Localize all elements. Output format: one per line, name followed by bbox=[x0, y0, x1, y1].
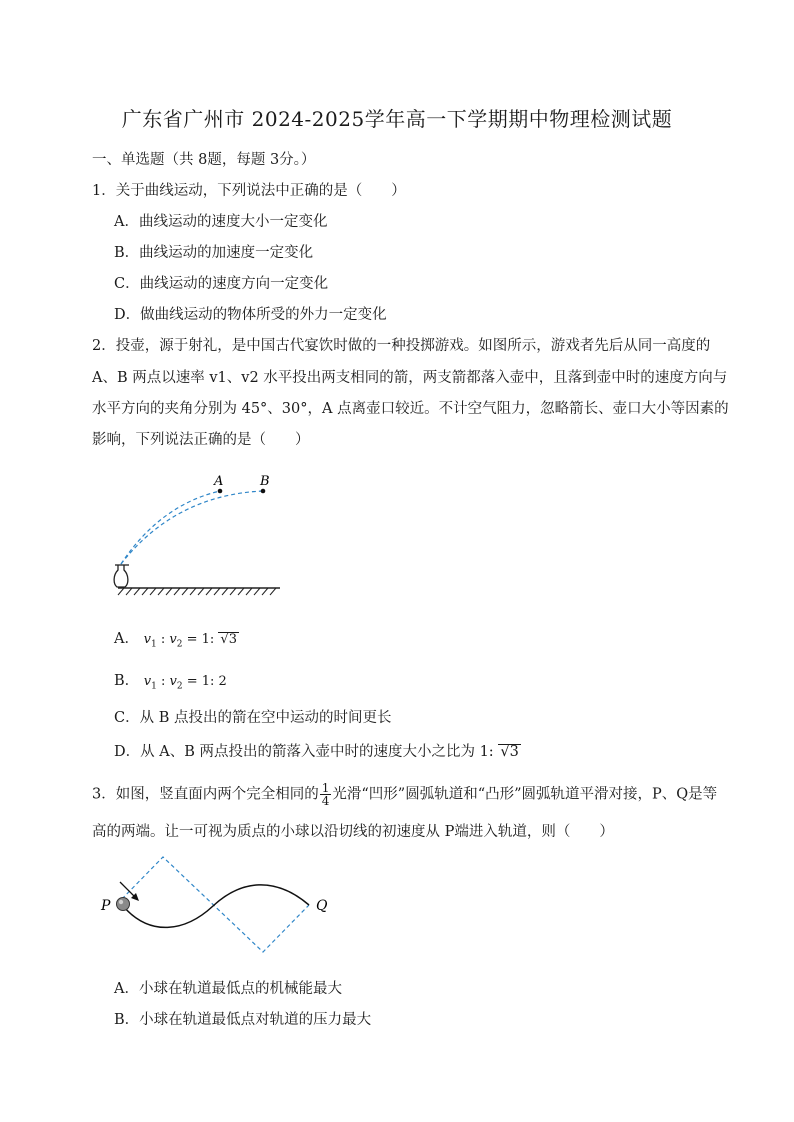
sqrt-sign: √ bbox=[220, 632, 229, 647]
ratio-rhs: = 1: 2 bbox=[182, 674, 227, 689]
q2-stem-line-2: A、B 两点以速率 v1、v2 水平投出两支相同的箭，两支箭都落入壶中，且落到壶中时的速度方向与 bbox=[92, 370, 728, 386]
q2-option-a-formula bbox=[143, 632, 239, 650]
q2-option-b-formula bbox=[143, 674, 227, 692]
q3-option-a: A．小球在轨道最低点的机械能最大 bbox=[114, 981, 342, 997]
q2-option-c: C．从 B 点投出的箭在空中运动的时间更长 bbox=[114, 710, 392, 726]
pot-icon bbox=[114, 565, 129, 587]
sqrt-three bbox=[498, 744, 520, 761]
v1-symbol: v bbox=[143, 674, 152, 689]
label-p: P bbox=[101, 898, 111, 914]
q2-option-a-prefix: A． bbox=[114, 631, 139, 647]
q2-option-b bbox=[114, 669, 227, 692]
q1-option-d: D．做曲线运动的物体所受的外力一定变化 bbox=[114, 307, 387, 323]
ball bbox=[117, 898, 130, 911]
fraction-numerator: 1 bbox=[321, 781, 330, 795]
sqrt-sign: √ bbox=[500, 744, 510, 760]
q2-option-b-prefix: B． bbox=[114, 673, 140, 689]
label-b: B bbox=[260, 474, 270, 489]
q1-option-a: A．曲线运动的速度大小一定变化 bbox=[114, 214, 328, 230]
q3-option-b: B．小球在轨道最低点对轨道的压力最大 bbox=[114, 1012, 372, 1028]
quarter-fraction bbox=[320, 782, 332, 807]
v2-subscript: 2 bbox=[176, 639, 183, 650]
q2-option-d-text: D．从 A、B 两点投出的箭落入壶中时的速度大小之比为 1: bbox=[114, 744, 499, 760]
fraction-denominator: 4 bbox=[321, 794, 330, 808]
q1-option-c: C．曲线运动的速度方向一定变化 bbox=[114, 276, 329, 292]
label-a: A bbox=[214, 474, 224, 489]
track-curve bbox=[123, 885, 309, 928]
v2-symbol: v bbox=[169, 674, 177, 689]
sqrt-arg: 3 bbox=[509, 744, 519, 760]
ground-hatching bbox=[118, 588, 276, 595]
q2-option-d bbox=[114, 740, 521, 761]
q2-stem-line-3: 水平方向的夹角分别为 45°、30°，A 点离壶口较近。不计空气阻力，忽略箭长、壶口大小等因素的 bbox=[92, 401, 729, 417]
velocity-arrow bbox=[120, 882, 135, 897]
q1-option-b: B．曲线运动的加速度一定变化 bbox=[114, 245, 314, 261]
v1-symbol: v bbox=[143, 632, 151, 647]
sqrt-three bbox=[218, 632, 239, 647]
construction-lines bbox=[117, 857, 309, 952]
ratio-colon: : bbox=[156, 674, 170, 689]
q3-stem-part2: 光滑“凹形”圆弧轨道和“凸形”圆弧轨道平滑对接，P、Q是等 bbox=[332, 786, 718, 803]
v1-subscript: 1 bbox=[150, 639, 157, 650]
v2-subscript: 2 bbox=[176, 681, 183, 692]
point-a bbox=[218, 489, 223, 494]
page-title: 广东省广州市 2024-2025学年高一下学期期中物理检测试题 bbox=[121, 107, 673, 131]
ratio-rhs: = 1: bbox=[182, 632, 219, 647]
q3-stem-line-1 bbox=[92, 782, 717, 807]
sqrt-arg: 3 bbox=[228, 632, 237, 647]
label-q: Q bbox=[316, 898, 328, 914]
q2-figure bbox=[100, 465, 290, 600]
section-heading: 一、单选题（共 8题，每题 3分。） bbox=[92, 152, 316, 168]
q3-figure bbox=[95, 852, 340, 962]
q2-option-a bbox=[114, 627, 239, 650]
q3-stem-line-2: 高的两端。让一可视为质点的小球以沿切线的初速度从 P端进入轨道，则（ ） bbox=[92, 824, 614, 840]
q2-stem-line-4: 影响，下列说法正确的是（ ） bbox=[92, 432, 310, 448]
ball-highlight bbox=[119, 900, 123, 904]
v1-subscript: 1 bbox=[151, 681, 157, 692]
q3-stem-part1: 3．如图，竖直面内两个完全相同的 bbox=[92, 786, 319, 803]
point-b bbox=[261, 489, 266, 494]
v2-symbol: v bbox=[169, 632, 177, 647]
q2-stem-line-1: 2．投壶，源于射礼，是中国古代宴饮时做的一种投掷游戏。如图所示，游戏者先后从同一高度的 bbox=[92, 338, 711, 354]
trajectory-b bbox=[121, 491, 263, 564]
ratio-colon: : bbox=[156, 632, 170, 647]
q1-stem: 1．关于曲线运动，下列说法中正确的是（ ） bbox=[92, 183, 406, 199]
